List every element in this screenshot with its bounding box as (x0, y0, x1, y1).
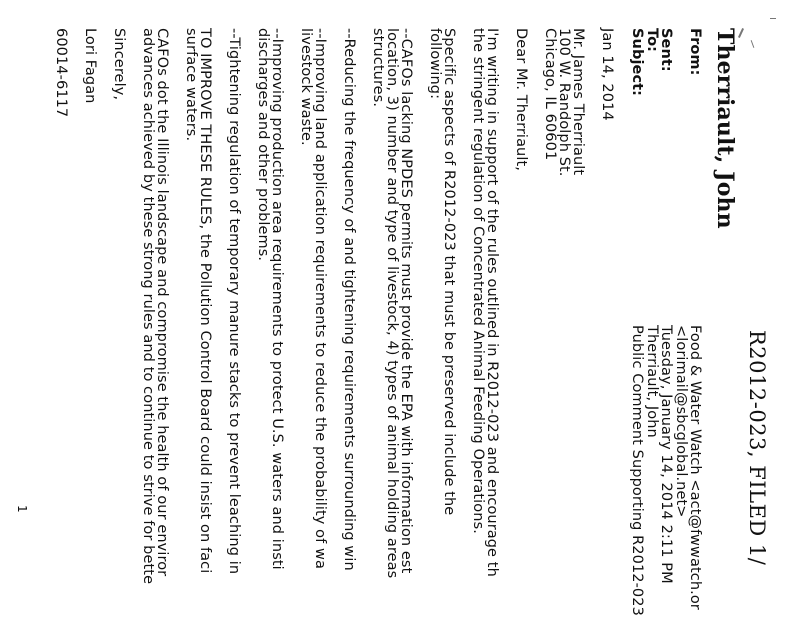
closing-paragraph-line: advances achieved by these strong rules and to continue to strive for bette (140, 28, 156, 585)
list-item-line: structures. (370, 28, 386, 108)
intro-line: I'm writing in support of the rules outlined in R2012-023 and encourage th (484, 28, 500, 577)
from-value-email: <lorimail@sbcglobal.net> (673, 325, 689, 518)
subject-value: Public Comment Supporting R2012-023 (629, 325, 645, 616)
closing-paragraph-line: CAFOs dot the Illinois landscape and compromise the health of our enviror (154, 28, 170, 577)
zip-code: 60014-6117 (53, 28, 69, 118)
improve-line: surface waters. (183, 28, 199, 142)
list-item-line: --Improving production area requirements to protect U.S. waters and insti (269, 28, 285, 570)
list-item-line: livestock waste. (298, 28, 314, 146)
improve-line: TO IMPROVE THESE RULES, the Pollution Control Board could insist on faci (197, 28, 213, 574)
aspects-line: following: (427, 28, 443, 100)
sent-label: Sent: (658, 28, 674, 72)
list-item-line: --CAFOs lacking NPDES permits must provide the EPA with information est (398, 28, 414, 574)
filing-stamp: R2012-023, FILED 1/ (745, 330, 769, 566)
sender-name: Therriault, John (712, 28, 738, 229)
from-value: Food & Water Watch <act@fwwatch.or (687, 325, 703, 610)
subject-label: Subject: (629, 28, 645, 97)
from-label: From: (687, 28, 703, 76)
list-item-line: location, 3) number and type of livestock, 4) types of animal holding areas (384, 28, 400, 579)
aspects-line: Specific aspects of R2012-023 that must be preserved include the (441, 28, 457, 516)
address-line: Chicago, IL 60601 (542, 28, 558, 161)
signature: Lori Fagan (82, 28, 98, 104)
sent-value: Tuesday, January 14, 2014 2:11 PM (658, 325, 674, 584)
to-label: To: (644, 28, 660, 53)
letter-date: Jan 14, 2014 (599, 28, 615, 121)
list-item-line: --Tightening regulation of temporary manure stacks to prevent leaching in (226, 28, 242, 575)
address-line: Mr. James Therriault (570, 28, 586, 176)
list-item-line: discharges and other problems. (255, 28, 271, 262)
to-value: Therriault, John (644, 325, 660, 438)
scan-speckle (770, 18, 776, 19)
salutation: Dear Mr. Therriault, (513, 28, 529, 171)
list-item-line: --Reducing the frequency of and tightening requirements surrounding win (341, 28, 357, 571)
page-number: 1 (15, 505, 29, 513)
address-line: 100 W. Randolph St. (556, 28, 572, 177)
intro-line: the stringent regulation of Concentrated Animal Feeding Operations. (470, 28, 486, 534)
closing: Sincerely, (111, 28, 127, 101)
list-item-line: --Improving land application requirements to reduce the probability of wa (312, 28, 328, 569)
